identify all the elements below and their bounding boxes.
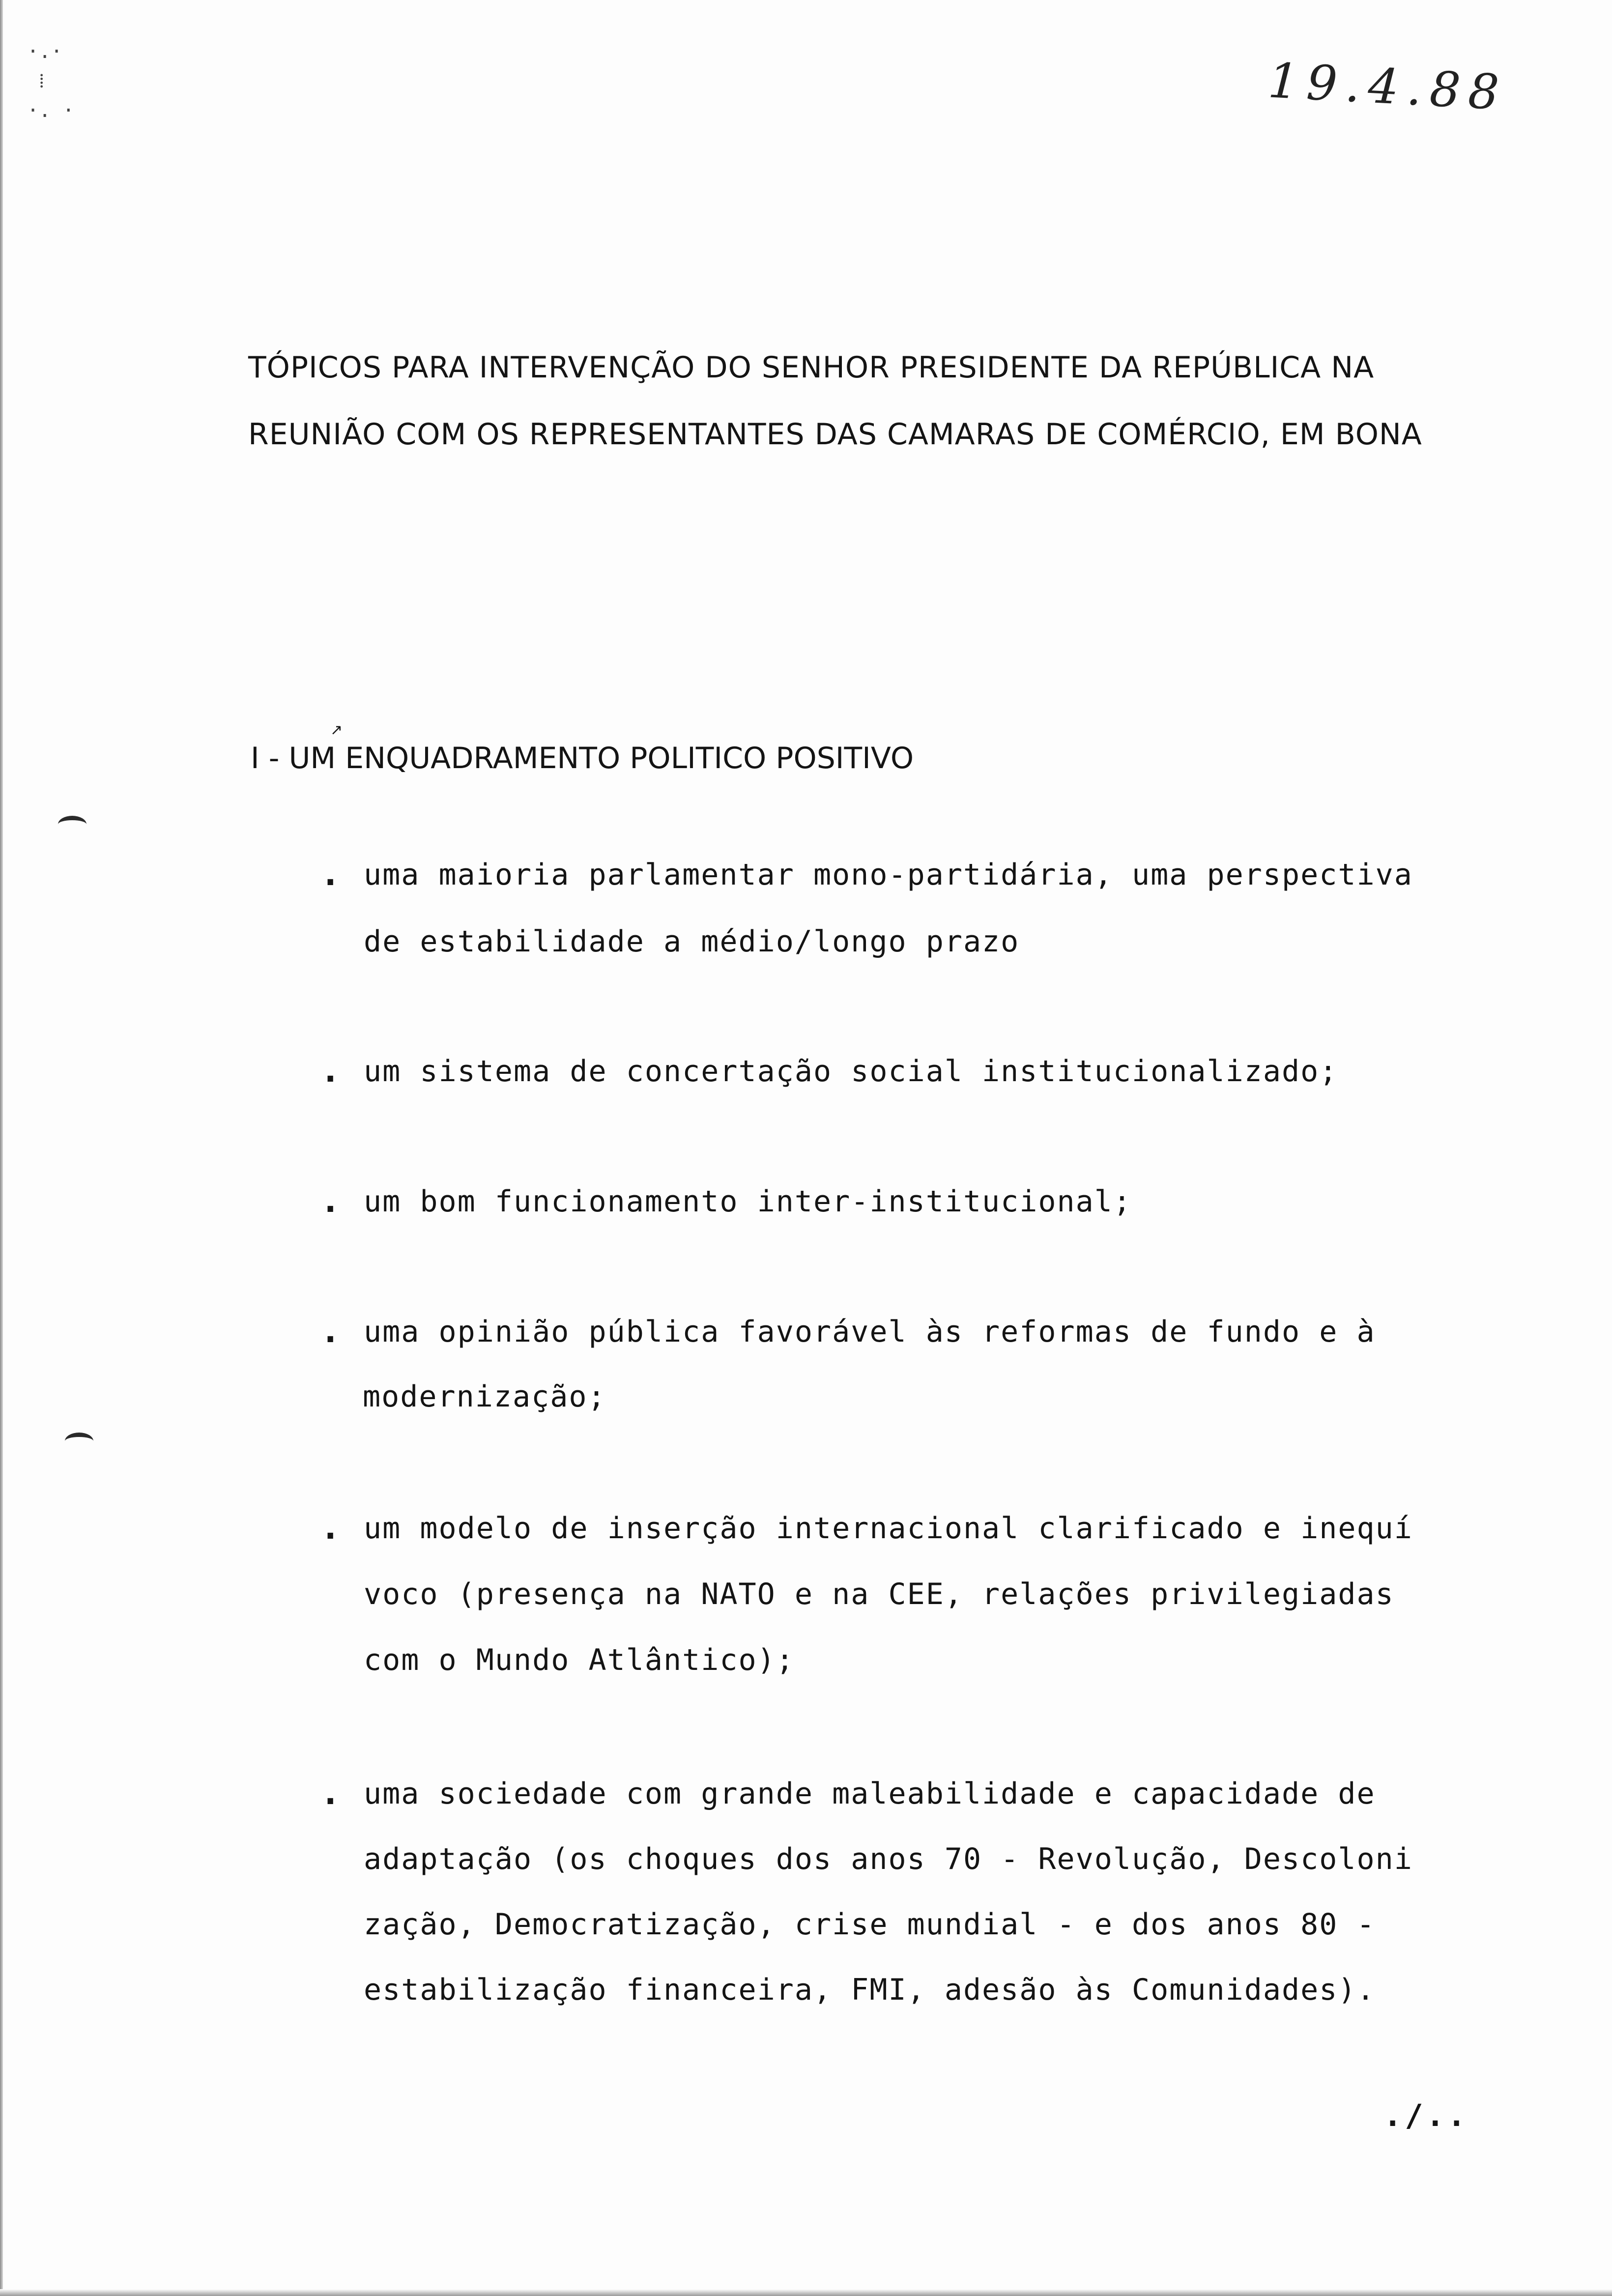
- bullet: .: [324, 1510, 337, 1547]
- bullet: .: [324, 857, 337, 893]
- list-item-line: modernização;: [363, 1379, 606, 1414]
- bullet: .: [324, 1183, 337, 1220]
- corner-scan-marks: ·.· ⁞ ·. ·: [27, 40, 75, 122]
- list-item-line: com o Mundo Atlântico);: [364, 1643, 795, 1677]
- section-heading: [251, 721, 914, 775]
- list-item-line: um sistema de concertação social institucionalizado;: [364, 1054, 1338, 1089]
- list-item-line: estabilização financeira, FMI, adesão às Comunidades).: [364, 1973, 1376, 2007]
- punch-hole-mark-icon: [58, 816, 86, 833]
- scan-edge-left: [0, 0, 3, 2296]
- handwritten-date: 19.4.88: [1267, 53, 1508, 121]
- list-item-line: adaptação (os choques dos anos 70 - Revolução, Descoloni: [364, 1842, 1413, 1876]
- scan-edge-bottom: [0, 2289, 1612, 2296]
- section-heading-text: I - UM ENQUADRAMENTO POLITICO POSITIVO: [251, 741, 914, 775]
- punch-hole-mark-icon: [65, 1433, 93, 1450]
- list-item-line: voco (presença na NATO e na CEE, relações privilegiadas: [364, 1577, 1394, 1611]
- bullet: .: [324, 1314, 337, 1350]
- accent-mark-icon: ↗: [330, 721, 343, 739]
- page-continuation-mark: ./..: [1383, 2097, 1469, 2133]
- list-item-line: uma maioria parlamentar mono-partidária, uma perspectiva: [364, 858, 1413, 892]
- list-item-line: uma sociedade com grande maleabilidade e capacidade de: [364, 1777, 1376, 1811]
- list-item-line: de estabilidade a médio/longo prazo: [364, 924, 1020, 959]
- list-item-line: zação, Democratização, crise mundial - e dos anos 80 -: [364, 1907, 1376, 1942]
- document-title: [248, 334, 1497, 468]
- bullet: .: [324, 1776, 337, 1812]
- title-line: REUNIÃO COM OS REPRESENTANTES DAS CAMARAS DE COMÉRCIO, EM BONA: [248, 417, 1422, 452]
- list-item-line: um modelo de inserção internacional clarificado e inequí: [364, 1511, 1413, 1546]
- list-item-line: uma opinião pública favorável às reformas de fundo e à: [364, 1315, 1376, 1349]
- bullet: .: [324, 1053, 337, 1090]
- title-line: TÓPICOS PARA INTERVENÇÃO DO SENHOR PRESIDENTE DA REPÚBLICA NA: [248, 350, 1375, 385]
- list-item-line: um bom funcionamento inter-institucional;: [364, 1184, 1132, 1219]
